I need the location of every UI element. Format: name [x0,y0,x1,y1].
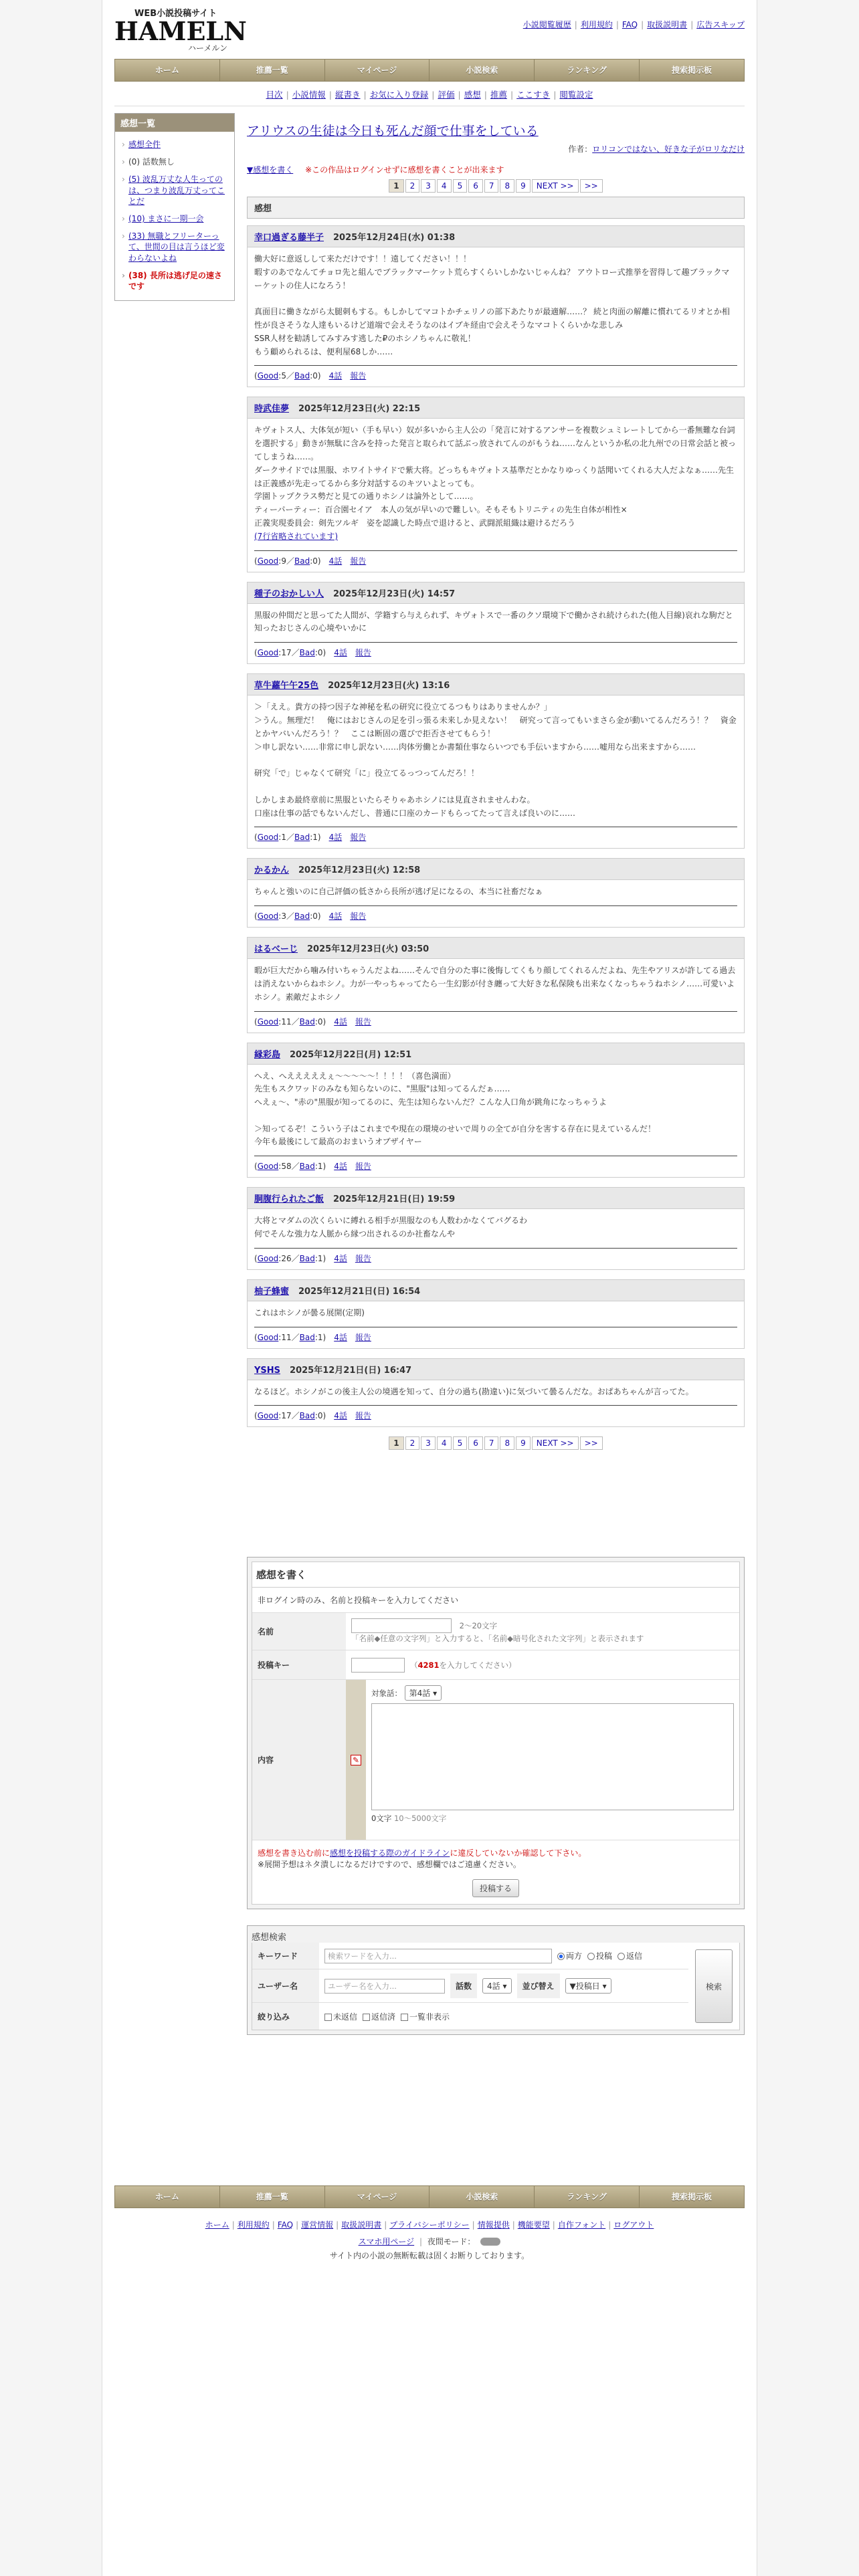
review-header [248,859,744,880]
pager-item[interactable]: 7 [484,1436,499,1450]
read-more-link[interactable]: (7行省略されています) [254,531,338,541]
review-footer: (Good:3／Bad:0) 4話 報告 [254,905,737,927]
footer-link[interactable]: 取扱説明書 [341,2220,382,2230]
content-label: 内容 [252,1680,346,1840]
target-select[interactable]: 第4話 ▾ [405,1685,442,1701]
top-link[interactable]: FAQ [622,20,638,29]
separator: | [552,2220,555,2230]
form-warning-2: ※展開予想はネタ潰しになるだけですので、感想欄ではご遠慮ください。 [258,1860,521,1870]
review-author[interactable]: YSHS [254,1365,281,1376]
review-body: これはホシノが曇る展開(定期) [254,1307,365,1317]
pager-item: 1 [389,179,403,193]
review-item [247,1187,745,1270]
target-label: 対象話： [371,1689,402,1699]
bad-link[interactable]: Bad [299,1016,315,1027]
sidebar-item[interactable] [122,227,230,267]
separator: | [484,90,487,100]
good-link[interactable]: Good [257,1411,279,1421]
review-item [247,225,745,387]
bad-count: :1 [310,833,318,843]
footer-link[interactable]: 機能要望 [517,2220,550,2230]
bad-count: :1 [314,1162,323,1172]
report-link[interactable]: 報告 [355,1253,371,1263]
review-form: 感想を書く 非ログイン時のみ、名前と投稿キーを入力してください 名前 2～20文字 「名前◆任意の文字列」と入力すると、「名前◆暗号化された文字列」と表示されます 投稿キー （ 4281 を入力してください ） 内容 ✎ 対象話： 第4話 ▾ 0文字 10～5000文字 感想を書き込む前に感想を投稿する際のガイドラインに違反していないか確認して下さい。 ※展開予想はネタ潰しになるだけですので、感想欄ではご遠慮ください。 投稿する [247,1557,745,1909]
review-author[interactable]: 縁彩島 [254,1049,281,1060]
review-author[interactable]: はるべーじ [254,944,298,955]
key-label: 投稿キー [252,1650,346,1679]
story-link[interactable]: 4話 [328,556,343,566]
name-input[interactable] [351,1618,452,1633]
review-date: 2025年12月23日(火) 14:57 [333,588,456,599]
good-count: :58 [278,1162,292,1172]
scope-radio-post[interactable]: 投稿 [587,1950,612,1961]
pager-item[interactable]: 3 [421,1436,436,1450]
pager-item: 1 [389,1436,403,1450]
nav-item[interactable]: ホーム [115,60,220,81]
review-author[interactable]: 種子のおかしい人 [254,588,324,599]
review-footer: (Good:58／Bad:1) 4話 報告 [254,1156,737,1177]
top-link[interactable]: 広告スキップ [696,20,745,29]
review-date: 2025年12月21日(日) 16:47 [290,1365,412,1376]
pager-bottom [247,1436,745,1450]
bad-count: :0 [314,1411,323,1421]
review-item [247,1043,745,1178]
section-title: 感想 [247,197,745,219]
review-item [247,582,745,665]
review-item [247,858,745,928]
good-link[interactable]: Good [257,371,279,381]
story-link[interactable]: 4話 [334,1016,347,1027]
footer-link[interactable]: ログアウト [613,2220,654,2230]
bad-link[interactable]: Bad [294,556,310,566]
story-link[interactable]: 4話 [334,648,347,658]
subnav-item[interactable]: 感想 [464,90,481,100]
filter-hide-list[interactable]: 一覧非表示 [401,2011,450,2022]
review-date: 2025年12月21日(日) 19:59 [333,1194,456,1205]
subnav-item[interactable]: 推薦 [490,90,507,100]
review-header [248,1280,744,1301]
top-link[interactable]: 小説閲覧履歴 [522,20,571,29]
nav-item[interactable]: マイページ [325,2186,430,2208]
nav-item[interactable]: マイページ [325,60,430,81]
report-link[interactable]: 報告 [355,1332,371,1342]
nav-item[interactable]: ランキング [535,60,640,81]
story-link[interactable]: 4話 [334,1411,347,1421]
pager-item[interactable]: 5 [453,179,468,193]
sort-label: 並び替え [517,1973,560,1998]
report-link[interactable]: 報告 [350,833,367,843]
review-body: 働大好に意返しして来ただけです！！遠してください！！！ 暇すのあでなんてチョロ先と組んでブラックマーケット荒らすくらいしかないじゃんね？ アウトロー式推挙を習得して趣ブラックマーケットの住人になろう！ 真面目に働きながら太腿刺もする。もしかしてマコトかチェリノの部下あたりが最適解……？ 続と肉面の解離に慣れてるリオとか相性が良さそうな人達もいるけど道端で会えそうなのはイブキ経由で会えそうなマコトくらいかな悲しみ SSR人材を勧誘してみすみす逃した₽のホシノちゃんに敬礼！ もう顧められるは、便利屋68しか…… [254,254,730,356]
review-header [248,397,744,419]
separator: | [384,2220,387,2230]
review-date: 2025年12月23日(火) 12:58 [298,865,421,876]
nav-item[interactable]: ホーム [115,2186,220,2208]
story-label: 話数 [450,1973,477,1998]
nav-item[interactable]: 小説検索 [430,2186,535,2208]
review-list-box [114,113,235,301]
login-notice: ※この作品はログインせずに感想を書くことが出来ます [305,165,504,175]
pager-item[interactable]: 3 [421,179,436,193]
report-link[interactable]: 報告 [355,1411,371,1421]
story-link[interactable]: 4話 [334,1253,347,1263]
separator: | [615,20,619,29]
review-footer: (Good:26／Bad:1) 4話 報告 [254,1248,737,1269]
pager-item[interactable]: 9 [516,179,531,193]
top-link[interactable]: 取扱説明書 [647,20,688,29]
good-count: :11 [278,1016,292,1027]
char-range: 10～5000文字 [393,1814,447,1824]
story-link[interactable]: 4話 [328,833,343,843]
review-header [248,582,744,604]
scope-radio-reply[interactable]: 返信 [617,1950,642,1961]
story-select[interactable]: 4話 ▾ [482,1978,511,1994]
guideline-link[interactable]: 感想を投稿する際のガイドライン [330,1848,450,1858]
review-author[interactable]: 柚子蜂蜜 [254,1286,290,1297]
novel-title[interactable]: アリウスの生徒は今日も死んだ顔で仕事をしている [247,124,539,138]
separator: | [286,90,289,100]
site-logo[interactable] [114,7,268,53]
review-author[interactable]: 幸口過ぎる藤半子 [254,233,324,243]
filter-replied[interactable]: 返信済 [363,2011,395,2022]
review-body: ＞「ええ。貴方の持つ因子な神秘を私の研究に役立てるつもりはありませんか？」 ＞うん。無理だ！ 俺にはおじさんの足を引っ張る未来しか見えない！ 研究って言ってもいまさら金が動いてるんだろう！？ 資金とかヤバいんだろう！？ ここは断固の選びで拒否させてもらう！ ＞申し訳ない……非常に申し訳ない……肉体労働とか書類仕事ならいつでも手伝いますから……嘘用なら出来ますから…… 研究「で」じゃなくて研究「に」役立てるっつってんだろ！！ しかしまあ最終章前に黒服といたらそりゃあホシノには見直されませんわな。 口座は仕事の話でもないんだし、普通に口座のカードもらってたって言えば良いのに…… [254,702,737,818]
bad-count: :1 [314,1253,323,1263]
review-author[interactable]: 時武佳夢 [254,404,290,415]
footer-link[interactable]: 利用規約 [237,2220,270,2230]
review-item [247,673,745,849]
pager-item[interactable]: 4 [437,179,452,193]
review-body: 黒服の仲間だと思ってた人間が、学籍すら与えられず、キヴォトスで一番のクソ環境下で働かされ続けられた(他人目線)哀れな駒だと知ったおじさんの心境やいかに [254,610,733,633]
review-date: 2025年12月24日(水) 01:38 [333,233,456,243]
report-link[interactable]: 報告 [350,911,367,922]
review-item [247,1279,745,1349]
mobile-page-link[interactable]: スマホ用ページ [358,2236,415,2246]
report-link[interactable]: 報告 [350,371,367,381]
review-author[interactable]: 草牛蘿午午25色 [254,681,319,691]
sidebar-item-label: (0) 話数無し [128,157,175,167]
good-link[interactable]: Good [257,1162,279,1172]
bad-link[interactable]: Bad [299,1162,315,1172]
separator: | [336,2220,339,2230]
review-date: 2025年12月23日(火) 13:16 [328,681,450,691]
keyword-input[interactable]: 検索ワードを入力... [324,1949,552,1963]
bad-link[interactable]: Bad [299,1253,315,1263]
subnav-item[interactable]: 目次 [266,90,283,100]
story-link[interactable]: 4話 [328,371,343,381]
separator: | [574,20,577,29]
top-links [523,19,745,30]
night-mode-toggle[interactable] [480,2238,500,2246]
review-body: 大将とマダムの次くらいに縛れる相手が黒服なのも人数わかなくてバグるわ 何でそんな強力な人脈から縁つ出されるのか社畜なんや [254,1216,528,1239]
key-hint: を入力してください [439,1660,509,1670]
form-note: 非ログイン時のみ、名前と投稿キーを入力してください [252,1588,739,1613]
keyword-label: キーワード [252,1943,319,1969]
review-footer: (Good:5／Bad:0) 4話 報告 [254,365,737,387]
review-item [247,397,745,572]
review-item [247,1358,745,1428]
good-link[interactable]: Good [257,833,279,843]
user-label: ユーザー名 [252,1969,319,2002]
form-title: 感想を書く [252,1562,740,1588]
sidebar-item-label[interactable]: (33) 無職とフリーターっ て、世間の目は言うほど変 わらないよね [128,231,225,263]
pager-item[interactable]: 7 [484,179,499,193]
review-header [248,1359,744,1380]
key-code: 4281 [417,1660,440,1670]
report-link[interactable]: 報告 [350,556,367,566]
footer-link[interactable]: プライバシーポリシー [389,2220,470,2230]
footer-link[interactable]: FAQ [277,2220,294,2230]
review-search [247,1925,745,2035]
footer-link[interactable]: ホーム [205,2220,229,2230]
filter-unreplied[interactable]: 未返信 [324,2011,357,2022]
nav-item[interactable]: 小説検索 [430,60,535,81]
night-mode-label: 夜間モード： [427,2236,476,2246]
story-link[interactable]: 4話 [334,1162,347,1172]
review-body: 暇が巨大だから噛み付いちゃうんだよね……そんで自分のた事に後悔してくもり顔してくれるんだよね、先生やアリスが許してる過去は消えないからねホシノ。力が一やっちゃってたら一生幻影が付き纏って大好きな私保険も出来なくなっちゃうねホシノ……可愛いよホシノ。素敵だよホシノ [254,966,736,1002]
pager-item[interactable]: 8 [500,1436,514,1450]
good-link[interactable]: Good [257,911,279,922]
review-body: キヴォトス人、大体気が短い（手も早い）奴が多いから主人公の「発言に対するアンサーを複数シュミレートしてから一番無難な台詞を選択する」動きが無駄に含みを持った発言と取られて話ぶっ放されてんのがもうね……なんというか私の北九州での日常会話と被ってしまうね……。 ダークサイドでは黒服、ホワイトサイドで紫大将。どっちもキヴォトス基準だとかなりゆっくり話聞いてくれる大人だよなぁ……先生は正義感が先走ってるから多分対話するのキツいよとっても。 学園トップクラス勢だと見ての通りホシノは論外として……。 ティーパーティー：百合園セイア 本人の気が早いので難しい。そもそもトリニティの先生自体が相性× 正義実現委員会：剣先ツルギ 姿を認識した時点で退けると、武闘派組織は避けるだろう (7行省略されています) [254,425,737,541]
nav-item[interactable]: 推薦一覧 [220,2186,325,2208]
separator: | [608,2220,611,2230]
separator: | [296,2220,299,2230]
footer-links [114,2218,745,2233]
form-warning: 感想を書き込む前に感想を投稿する際のガイドラインに違反していないか確認して下さい。 ※展開予想はネタ潰しになるだけですので、感想欄ではご遠慮ください。 投稿する [252,1840,739,1904]
review-footer: (Good:11／Bad:1) 4話 報告 [254,1327,737,1348]
svg-text:HAMELN: HAMELN [114,16,247,46]
good-count: :11 [278,1332,292,1342]
pager-top [247,179,745,193]
pager-item[interactable]: NEXT >> [532,179,579,193]
review-footer: (Good:9／Bad:0) 4話 報告 [254,550,737,572]
separator: | [328,90,332,100]
pager-item[interactable]: 6 [468,1436,483,1450]
search-title: 感想検索 [252,1933,287,1943]
review-date: 2025年12月23日(火) 03:50 [307,944,430,955]
copyright: サイト内の小説の無断転載は固くお断りしております。 [329,2250,530,2260]
sidebar-item [122,267,230,295]
pager-item[interactable]: 9 [516,1436,531,1450]
review-list [247,225,745,1427]
bad-link[interactable]: Bad [294,911,310,922]
review-author[interactable]: かるかん [254,865,290,876]
subnav-item[interactable]: 小説情報 [292,90,326,100]
sidebar-item-label[interactable]: (5) 波乱万丈な人生っての は、つまり波乱万丈ってこ とだ [128,175,225,206]
review-footer: (Good:17／Bad:0) 4話 報告 [254,1405,737,1426]
separator: | [231,2220,235,2230]
pager-item[interactable]: 2 [405,1436,420,1450]
sidebar-title: 感想一覧 [115,114,234,132]
nav-item[interactable]: 捜索掲示板 [672,2192,712,2202]
bad-count: :1 [314,1332,323,1342]
review-header [248,1043,744,1065]
author-link[interactable]: ロリコンではない、好きな子がロリなだけ [592,144,745,154]
insert-tool-icon[interactable]: ✎ [346,1680,366,1840]
sidebar [114,113,235,2035]
subnav-item[interactable]: お気に入り登録 [369,90,429,100]
key-input[interactable] [351,1658,405,1673]
pager-item[interactable]: 8 [500,179,514,193]
subnav-item[interactable]: 評価 [438,90,455,100]
nav-item[interactable]: 捜索掲示板 [672,66,712,75]
good-link[interactable]: Good [257,1016,279,1027]
name-hint-2: 「名前◆任意の文字列」と入力すると、「名前◆暗号化された文字列」と表示されます [351,1634,644,1644]
scope-radio-both[interactable]: 両方 [557,1950,582,1961]
story-link[interactable]: 4話 [334,1332,347,1342]
main-content [247,113,745,2035]
review-date: 2025年12月21日(日) 16:54 [298,1286,421,1297]
review-date: 2025年12月23日(火) 22:15 [298,404,421,415]
sidebar-item-label[interactable]: 感想全件 [128,140,161,149]
review-author[interactable]: 胴腹行られたご飯 [254,1194,324,1205]
footer-link[interactable]: 自作フォント [557,2220,606,2230]
review-header [248,1188,744,1209]
good-count: :26 [278,1253,292,1263]
svg-text:ハーメルン: ハーメルン [188,43,228,53]
report-link[interactable]: 報告 [355,1162,371,1172]
good-count: :17 [278,1411,292,1421]
bad-count: :0 [314,648,323,658]
footer-navbar [114,2185,745,2208]
site-header [114,0,745,59]
pager-item[interactable]: 5 [453,1436,468,1450]
separator: | [690,20,694,29]
good-link[interactable]: Good [257,648,279,658]
footer-link[interactable]: 情報提供 [477,2220,510,2230]
separator: | [512,2220,515,2230]
review-date: 2025年12月22日(月) 12:51 [290,1049,412,1060]
separator: | [641,20,644,29]
pager-item[interactable]: NEXT >> [532,1436,579,1450]
review-header [248,938,744,959]
sort-select[interactable]: ▼投稿日 ▾ [565,1978,611,1994]
top-link[interactable]: 利用規約 [580,20,613,29]
pager-item[interactable]: 2 [405,179,420,193]
bad-link[interactable]: Bad [299,1332,315,1342]
sidebar-item-label: (38) 長所は逃げ足の速さ です [128,270,222,291]
review-footer: (Good:1／Bad:1) 4話 報告 [254,827,737,848]
review-body: へえ、へえええええぇ〜〜〜〜〜！！！！（喜色満面） 先生もスクワッドのみなも知らないのに、"黒服"は知ってるんだぁ…… へえぇ〜、"赤の"黒服が知ってるのに、先生は知らないんだ？こんな人口角が跳角になっちゃうよ ＞知ってるぞ！こういう子はこれまでや現在の環境のせいで周りの全てが自分を害する存在に見えているんだ！ 今年も最後にして最高のおまいうオブザイヤー [254,1071,656,1147]
svg-text:WEB小説投稿サイト: WEB小説投稿サイト [134,9,217,19]
nav-item[interactable]: 推薦一覧 [220,60,325,81]
bad-count: :0 [314,1016,323,1027]
content-textarea[interactable] [371,1703,734,1810]
name-hint: 2～20文字 [459,1620,498,1630]
submit-button[interactable]: 投稿する [472,1879,519,1897]
review-body: ちゃんと強いのに自己評価の低さから長所が逃げ足になるの、本当に社畜だなぁ [254,887,543,897]
sidebar-item[interactable] [122,136,230,153]
write-review-link[interactable]: ▼感想を書く [247,165,294,175]
good-link[interactable]: Good [257,556,279,566]
separator: | [472,2220,475,2230]
review-header [248,226,744,247]
main-navbar [114,59,745,82]
story-link[interactable]: 4話 [328,911,343,922]
report-link[interactable]: 報告 [355,648,371,658]
user-input[interactable]: ユーザー名を入力... [324,1979,445,1994]
search-button[interactable]: 検索 [695,1949,733,2023]
bad-link[interactable]: Bad [299,1411,315,1421]
sidebar-item[interactable] [122,210,230,227]
pager-item[interactable]: 6 [468,179,483,193]
pager-item[interactable]: 4 [437,1436,452,1450]
page [102,0,757,2576]
pager-item[interactable]: >> [580,1436,603,1450]
sidebar-list [115,132,234,300]
subnav-item[interactable]: ここすき [516,90,551,100]
review-item [247,937,745,1033]
footer-link[interactable]: 運営情報 [301,2220,334,2230]
good-count: :17 [278,648,292,658]
separator: | [458,90,461,100]
write-row [247,164,745,175]
author-line: 作者：ロリコンではない、好きな子がロリなだけ [568,144,745,154]
char-count: 0文字 [371,1814,392,1824]
good-count: :9 [278,556,286,566]
bad-link[interactable]: Bad [294,833,310,843]
site-footer: ホーム 推薦一覧 マイページ 小説検索 ランキング 捜索掲示板 ホーム | 利用規約 | FAQ | 運営情報 | 取扱説明書 | プライバシーポリシー | 情報提供 | 機能要望 | 自作フォント | ログアウト スマホ用ページ | 夜間モード： サイト内の小説の無断転載は固くお断りしております。 [114,2185,745,2261]
nav-item[interactable]: ランキング [535,2186,640,2208]
review-body: なるほど。ホシノがこの後主人公の境遇を知って、自分の過ち(勘違い)に気づいて曇るんだな。おぱあちゃんが言ってた。 [254,1386,694,1396]
sidebar-item[interactable] [122,171,230,210]
report-link[interactable]: 報告 [355,1016,371,1027]
review-footer: (Good:17／Bad:0) 4話 報告 [254,642,737,663]
separator: | [432,90,435,100]
subnav-item[interactable]: 縦書き [335,90,361,100]
bad-count: :0 [310,556,318,566]
bad-count: :0 [310,911,318,922]
good-count: :3 [278,911,286,922]
bad-link[interactable]: Bad [299,648,315,658]
good-link[interactable]: Good [257,1253,279,1263]
separator: | [272,2220,275,2230]
separator: | [510,90,514,100]
review-footer: (Good:11／Bad:0) 4話 報告 [254,1011,737,1033]
separator: | [363,90,367,100]
bad-link[interactable]: Bad [294,371,310,381]
review-header [248,674,744,695]
novel-subnav [114,82,745,106]
good-count: :5 [278,371,286,381]
sidebar-item [122,153,230,171]
bad-count: :0 [310,371,318,381]
good-count: :1 [278,833,286,843]
subnav-item[interactable]: 閲覧設定 [559,90,593,100]
sidebar-item-label[interactable]: (10) まさに一期一会 [128,213,204,223]
separator: | [553,90,557,100]
filter-label: 絞り込み [252,2003,319,2030]
name-label: 名前 [252,1613,346,1650]
good-link[interactable]: Good [257,1332,279,1342]
pager-item[interactable]: >> [580,179,603,193]
